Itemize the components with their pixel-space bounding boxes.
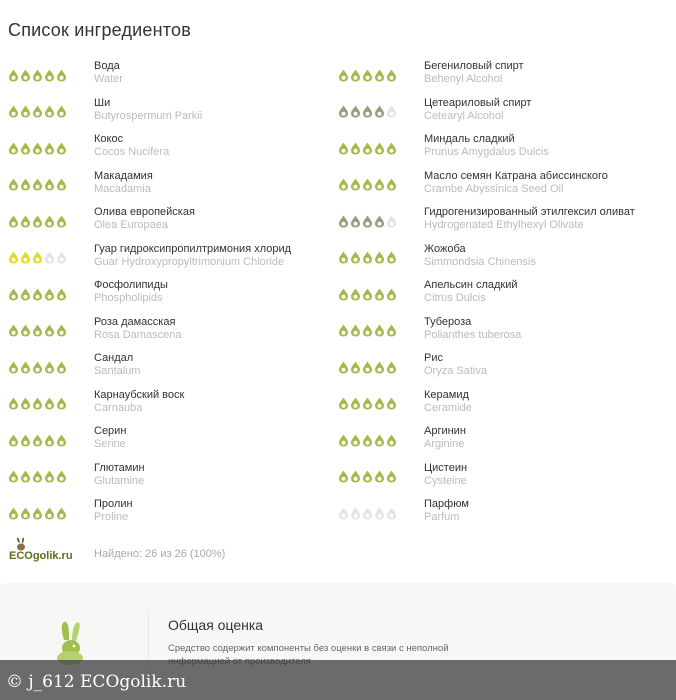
rating-drop-icon [386, 288, 397, 301]
ingredient-rating [8, 133, 94, 163]
ingredient-name-latin: Citrus Dulcis [424, 292, 486, 304]
ingredient-rating [8, 170, 94, 200]
rating-drop-icon [338, 324, 349, 337]
ingredient-row[interactable] [338, 133, 668, 170]
ingredient-name-latin: Butyrospermum Parkii [94, 109, 203, 122]
ingredient-name-latin: Cetearyl Alcohol [424, 109, 504, 122]
rating-drop-icon [20, 324, 31, 337]
rating-drop-icon [362, 251, 373, 264]
ingredient-name-ru[interactable]: Тубероза [424, 315, 472, 328]
rating-drop-icon [362, 361, 373, 374]
ingredient-row[interactable] [8, 352, 328, 389]
ingredient-names [94, 279, 168, 305]
ingredient-rating [338, 352, 424, 382]
ingredient-names [424, 279, 518, 305]
ingredient-names [424, 97, 531, 123]
rating-drop-icon [56, 105, 67, 118]
rating-drop-icon [350, 397, 361, 410]
rating-drop-icon [386, 361, 397, 374]
rating-drop-icon [32, 397, 43, 410]
rating-drop-icon [338, 397, 349, 410]
rating-drop-icon [338, 215, 349, 228]
rating-drop-icon [20, 105, 31, 118]
rating-drop-icon [362, 324, 373, 337]
rating-drop-icon [32, 142, 43, 155]
ingredient-names [424, 133, 549, 159]
rating-drop-icon [374, 434, 385, 447]
ingredient-names [94, 97, 202, 123]
ingredient-row[interactable] [338, 316, 668, 353]
ingredient-name-latin: Macadamia [94, 182, 151, 195]
ingredient-names [424, 462, 467, 488]
ingredient-name-ru[interactable]: Керамид [424, 388, 469, 401]
ingredient-name-ru[interactable]: Жожоба [424, 242, 466, 255]
rating-drop-icon [350, 434, 361, 447]
rating-drop-icon [338, 434, 349, 447]
rating-drop-icon [338, 105, 349, 118]
ingredient-names [424, 60, 524, 86]
ingredient-name-ru[interactable]: Серин [94, 425, 127, 437]
rating-drop-icon [32, 470, 43, 483]
rating-drop-icon [374, 397, 385, 410]
rating-drop-icon [44, 361, 55, 374]
ingredient-rating [8, 60, 94, 90]
ingredient-name-ru[interactable]: Роза дамасская [94, 315, 176, 328]
rating-drop-icon [386, 434, 397, 447]
ingredient-names [424, 206, 635, 232]
ingredient-name-latin: Prunus Amygdalus Dulcis [424, 146, 549, 158]
rating-drop-icon [56, 507, 67, 520]
ingredient-row[interactable] [8, 170, 328, 207]
overall-title: Общая оценка [168, 617, 264, 633]
rating-drop-icon [44, 397, 55, 410]
rating-drop-icon [338, 178, 349, 191]
rating-drop-icon [56, 178, 67, 191]
ingredients-right-column [338, 60, 668, 535]
rating-drop-icon [362, 215, 373, 228]
ingredient-name-latin: Carnauba [94, 401, 143, 414]
ingredient-names [424, 243, 536, 269]
watermark-text: © j_612 ECOgolik.ru [6, 672, 187, 692]
ingredient-names [424, 170, 608, 196]
ingredient-name-latin: Guar Hydroxypropyltrimonium Chloride [94, 255, 285, 268]
rating-drop-icon [386, 142, 397, 155]
rating-drop-icon [8, 361, 19, 374]
ingredient-name-latin: Ceramide [424, 401, 472, 414]
ingredient-row[interactable] [338, 60, 668, 97]
rating-drop-icon [56, 434, 67, 447]
ingredient-name-ru[interactable]: Цетеариловый спирт [424, 96, 532, 109]
ingredient-names [94, 133, 169, 159]
rating-drop-icon [374, 324, 385, 337]
ingredient-name-latin: Cocos Nucifera [94, 146, 170, 158]
rating-drop-icon [374, 361, 385, 374]
rating-drop-icon [56, 288, 67, 301]
ingredient-row[interactable] [8, 206, 328, 243]
rating-drop-icon [362, 178, 373, 191]
found-count: Найдено: 26 из 26 (100%) [94, 548, 226, 560]
rating-drop-icon [8, 142, 19, 155]
rating-drop-icon [338, 507, 349, 520]
ingredient-rating [8, 97, 94, 127]
ingredient-name-ru[interactable]: Апельсин сладкий [424, 279, 518, 291]
rating-drop-icon [374, 251, 385, 264]
ingredient-row[interactable] [338, 206, 668, 243]
rating-drop-icon [8, 178, 19, 191]
ingredient-name-latin: Crambe Abyssinica Seed Oil [424, 182, 564, 195]
rating-drop-icon [386, 105, 397, 118]
ingredient-rating [8, 243, 94, 273]
ingredient-rating [8, 206, 94, 236]
ingredient-name-ru[interactable]: Миндаль сладкий [424, 133, 515, 145]
ingredient-names [94, 243, 291, 269]
ingredient-name-ru[interactable]: Ши [94, 96, 111, 109]
rating-drop-icon [386, 215, 397, 228]
rating-drop-icon [350, 105, 361, 118]
rating-drop-icon [44, 470, 55, 483]
ingredient-name-ru[interactable]: Бегениловый спирт [424, 60, 524, 72]
page-title: Список ингредиентов [8, 20, 192, 40]
rating-drop-icon [362, 434, 373, 447]
ingredient-name-latin: Behenyl Alcohol [424, 73, 503, 85]
rating-drop-icon [350, 470, 361, 483]
ingredient-name-latin: Oryza Sativa [424, 365, 487, 377]
ingredient-rating [338, 243, 424, 273]
rating-drop-icon [374, 507, 385, 520]
rating-drop-icon [20, 215, 31, 228]
ingredient-rating [338, 133, 424, 163]
ingredient-rating [338, 60, 424, 90]
rating-drop-icon [20, 251, 31, 264]
rating-drop-icon [386, 324, 397, 337]
rating-drop-icon [56, 215, 67, 228]
rating-drop-icon [44, 215, 55, 228]
rating-drop-icon [56, 69, 67, 82]
ingredient-row[interactable] [8, 279, 328, 316]
ingredient-row[interactable] [338, 243, 668, 280]
rating-drop-icon [32, 361, 43, 374]
ingredient-rating [8, 498, 94, 528]
rating-drop-icon [386, 251, 397, 264]
ingredient-name-ru[interactable]: Кокос [94, 133, 124, 145]
ingredient-row[interactable] [8, 243, 328, 280]
ingredient-row[interactable] [338, 170, 668, 207]
ingredient-names [424, 389, 472, 415]
rating-drop-icon [20, 397, 31, 410]
ingredient-row[interactable] [8, 133, 328, 170]
ingredient-name-latin: Olea Europaea [94, 219, 168, 231]
rating-drop-icon [32, 105, 43, 118]
rating-drop-icon [44, 69, 55, 82]
rating-drop-icon [374, 105, 385, 118]
ingredient-row[interactable] [8, 97, 328, 134]
rating-drop-icon [374, 215, 385, 228]
ingredient-rating [338, 206, 424, 236]
ingredient-row[interactable] [338, 352, 668, 389]
rating-drop-icon [362, 105, 373, 118]
rating-drop-icon [8, 288, 19, 301]
ingredient-names [94, 170, 153, 196]
ingredient-rating [338, 97, 424, 127]
rating-drop-icon [32, 324, 43, 337]
rabbit-icon [50, 618, 94, 666]
ingredient-names [424, 498, 469, 524]
ingredient-row[interactable] [338, 389, 668, 426]
rating-drop-icon [8, 251, 19, 264]
rating-drop-icon [8, 69, 19, 82]
ingredient-name-ru[interactable]: Аргинин [424, 425, 466, 437]
ingredient-rating [8, 316, 94, 346]
ingredient-name-ru[interactable]: Масло семян Катрана абиссинского [424, 169, 608, 182]
rating-drop-icon [20, 361, 31, 374]
ingredient-rating [338, 425, 424, 455]
ingredient-name-latin: Arginine [424, 438, 465, 450]
rating-drop-icon [374, 288, 385, 301]
rating-drop-icon [386, 507, 397, 520]
rating-drop-icon [32, 288, 43, 301]
rating-drop-icon [386, 178, 397, 191]
ingredient-name-ru[interactable]: Сандал [94, 352, 134, 364]
rating-drop-icon [338, 470, 349, 483]
rating-drop-icon [20, 69, 31, 82]
rating-drop-icon [44, 178, 55, 191]
ingredient-row[interactable] [338, 97, 668, 134]
rating-drop-icon [338, 251, 349, 264]
rating-drop-icon [350, 324, 361, 337]
ingredient-rating [338, 498, 424, 528]
ingredient-rating [338, 462, 424, 492]
ingredient-name-latin: Proline [94, 511, 129, 523]
rating-drop-icon [362, 142, 373, 155]
rating-drop-icon [350, 142, 361, 155]
rating-drop-icon [374, 69, 385, 82]
ingredient-row[interactable] [8, 462, 328, 499]
rating-drop-icon [350, 215, 361, 228]
ingredient-names [424, 352, 487, 378]
rating-drop-icon [56, 470, 67, 483]
rating-drop-icon [44, 434, 55, 447]
rating-drop-icon [338, 288, 349, 301]
ingredient-row[interactable] [8, 316, 328, 353]
ingredient-name-ru[interactable]: Гидрогенизированный этилгексил оливат [424, 206, 635, 218]
rating-drop-icon [20, 470, 31, 483]
ingredient-rating [8, 279, 94, 309]
rating-drop-icon [8, 215, 19, 228]
rating-drop-icon [20, 142, 31, 155]
ingredient-names [94, 352, 140, 378]
ingredient-names [424, 425, 466, 451]
rating-drop-icon [350, 69, 361, 82]
rating-drop-icon [338, 361, 349, 374]
rating-drop-icon [362, 69, 373, 82]
ingredient-name-latin: Cysteine [424, 474, 467, 487]
rating-drop-icon [20, 288, 31, 301]
rating-drop-icon [8, 470, 19, 483]
ingredient-names [94, 389, 184, 415]
ingredient-name-latin: Glutamine [94, 474, 145, 487]
rating-drop-icon [56, 324, 67, 337]
rating-drop-icon [8, 324, 19, 337]
rating-drop-icon [350, 507, 361, 520]
ingredient-name-latin: Parfum [424, 511, 460, 523]
logo-text: ECOgolik.ru [9, 550, 73, 562]
rating-drop-icon [362, 397, 373, 410]
ingredient-name-latin: Serine [94, 438, 126, 450]
rabbit-logo-icon [17, 538, 25, 551]
ingredient-rating [8, 389, 94, 419]
ingredient-names [94, 206, 195, 232]
rating-drop-icon [44, 105, 55, 118]
rating-drop-icon [44, 507, 55, 520]
rating-drop-icon [44, 288, 55, 301]
ingredient-row[interactable] [8, 389, 328, 426]
rating-drop-icon [32, 69, 43, 82]
ingredient-name-latin: Simmondsia Chinensis [424, 255, 536, 268]
ingredient-name-latin: Santalum [94, 365, 141, 377]
rating-drop-icon [350, 251, 361, 264]
rating-drop-icon [374, 470, 385, 483]
rating-drop-icon [362, 470, 373, 483]
ingredient-names [94, 316, 181, 342]
rating-drop-icon [350, 288, 361, 301]
ingredient-name-ru[interactable]: Цистеин [424, 461, 468, 474]
rating-drop-icon [56, 361, 67, 374]
rating-drop-icon [44, 324, 55, 337]
overall-description: Средство содержит компоненты без оценки в связи с неполной [168, 643, 449, 654]
ingredient-names [94, 60, 123, 86]
ingredient-name-ru[interactable]: Фосфолипиды [94, 279, 168, 291]
rating-drop-icon [386, 69, 397, 82]
rating-drop-icon [32, 215, 43, 228]
ingredient-rating [338, 316, 424, 346]
ingredient-row[interactable] [8, 60, 328, 97]
ingredient-row[interactable] [8, 425, 328, 462]
ingredient-names [94, 462, 145, 488]
rating-drop-icon [362, 288, 373, 301]
ingredient-rating [8, 352, 94, 382]
ingredient-row[interactable] [338, 498, 668, 535]
rating-drop-icon [386, 470, 397, 483]
rating-drop-icon [32, 434, 43, 447]
rating-drop-icon [56, 397, 67, 410]
rating-drop-icon [20, 507, 31, 520]
ingredient-rating [8, 462, 94, 492]
ingredient-row[interactable] [338, 462, 668, 499]
ingredient-row[interactable] [8, 498, 328, 535]
ingredient-name-latin: Polianthes tuberosa [424, 328, 522, 341]
rating-drop-icon [20, 434, 31, 447]
ecogolik-logo[interactable] [8, 536, 84, 564]
ingredient-name-ru[interactable]: Рис [424, 352, 443, 364]
rating-drop-icon [32, 178, 43, 191]
rating-drop-icon [8, 434, 19, 447]
rating-drop-icon [362, 507, 373, 520]
ingredient-rating [8, 425, 94, 455]
rating-drop-icon [20, 178, 31, 191]
ingredient-name-ru[interactable]: Макадамия [94, 169, 153, 182]
rating-drop-icon [374, 178, 385, 191]
ingredient-row[interactable] [338, 279, 668, 316]
rating-drop-icon [350, 361, 361, 374]
ingredient-name-latin: Hydrogenated Ethylhexyl Olivate [424, 219, 584, 231]
ingredient-name-latin: Phospholipids [94, 292, 163, 304]
ingredient-name-ru[interactable]: Олива европейская [94, 206, 195, 218]
rating-drop-icon [56, 142, 67, 155]
ingredient-names [94, 425, 126, 451]
ingredient-name-ru[interactable]: Вода [94, 60, 120, 72]
rating-drop-icon [32, 507, 43, 520]
ingredient-names [94, 498, 133, 524]
ingredient-name-ru[interactable]: Карнаубский воск [94, 388, 185, 401]
ingredient-rating [338, 279, 424, 309]
rating-drop-icon [56, 251, 67, 264]
ingredient-name-ru[interactable]: Гуар гидроксипропилтримония хлорид [94, 242, 292, 255]
ingredient-name-latin: Rosa Damascena [94, 328, 182, 341]
rating-drop-icon [44, 142, 55, 155]
ingredient-name-ru[interactable]: Парфюм [424, 498, 469, 510]
ingredient-rating [338, 389, 424, 419]
ingredients-left-column [8, 60, 328, 535]
rating-drop-icon [44, 251, 55, 264]
rating-drop-icon [386, 397, 397, 410]
ingredient-name-ru[interactable]: Пролин [94, 498, 133, 510]
rating-drop-icon [8, 397, 19, 410]
rating-drop-icon [350, 178, 361, 191]
ingredient-rating [338, 170, 424, 200]
ingredient-row[interactable] [338, 425, 668, 462]
rating-drop-icon [338, 69, 349, 82]
rating-drop-icon [8, 507, 19, 520]
rating-drop-icon [338, 142, 349, 155]
rating-drop-icon [8, 105, 19, 118]
ingredient-name-ru[interactable]: Глютамин [94, 461, 145, 474]
ingredient-name-latin: Water [94, 73, 123, 85]
ingredient-names [424, 316, 521, 342]
rating-drop-icon [32, 251, 43, 264]
rating-drop-icon [374, 142, 385, 155]
